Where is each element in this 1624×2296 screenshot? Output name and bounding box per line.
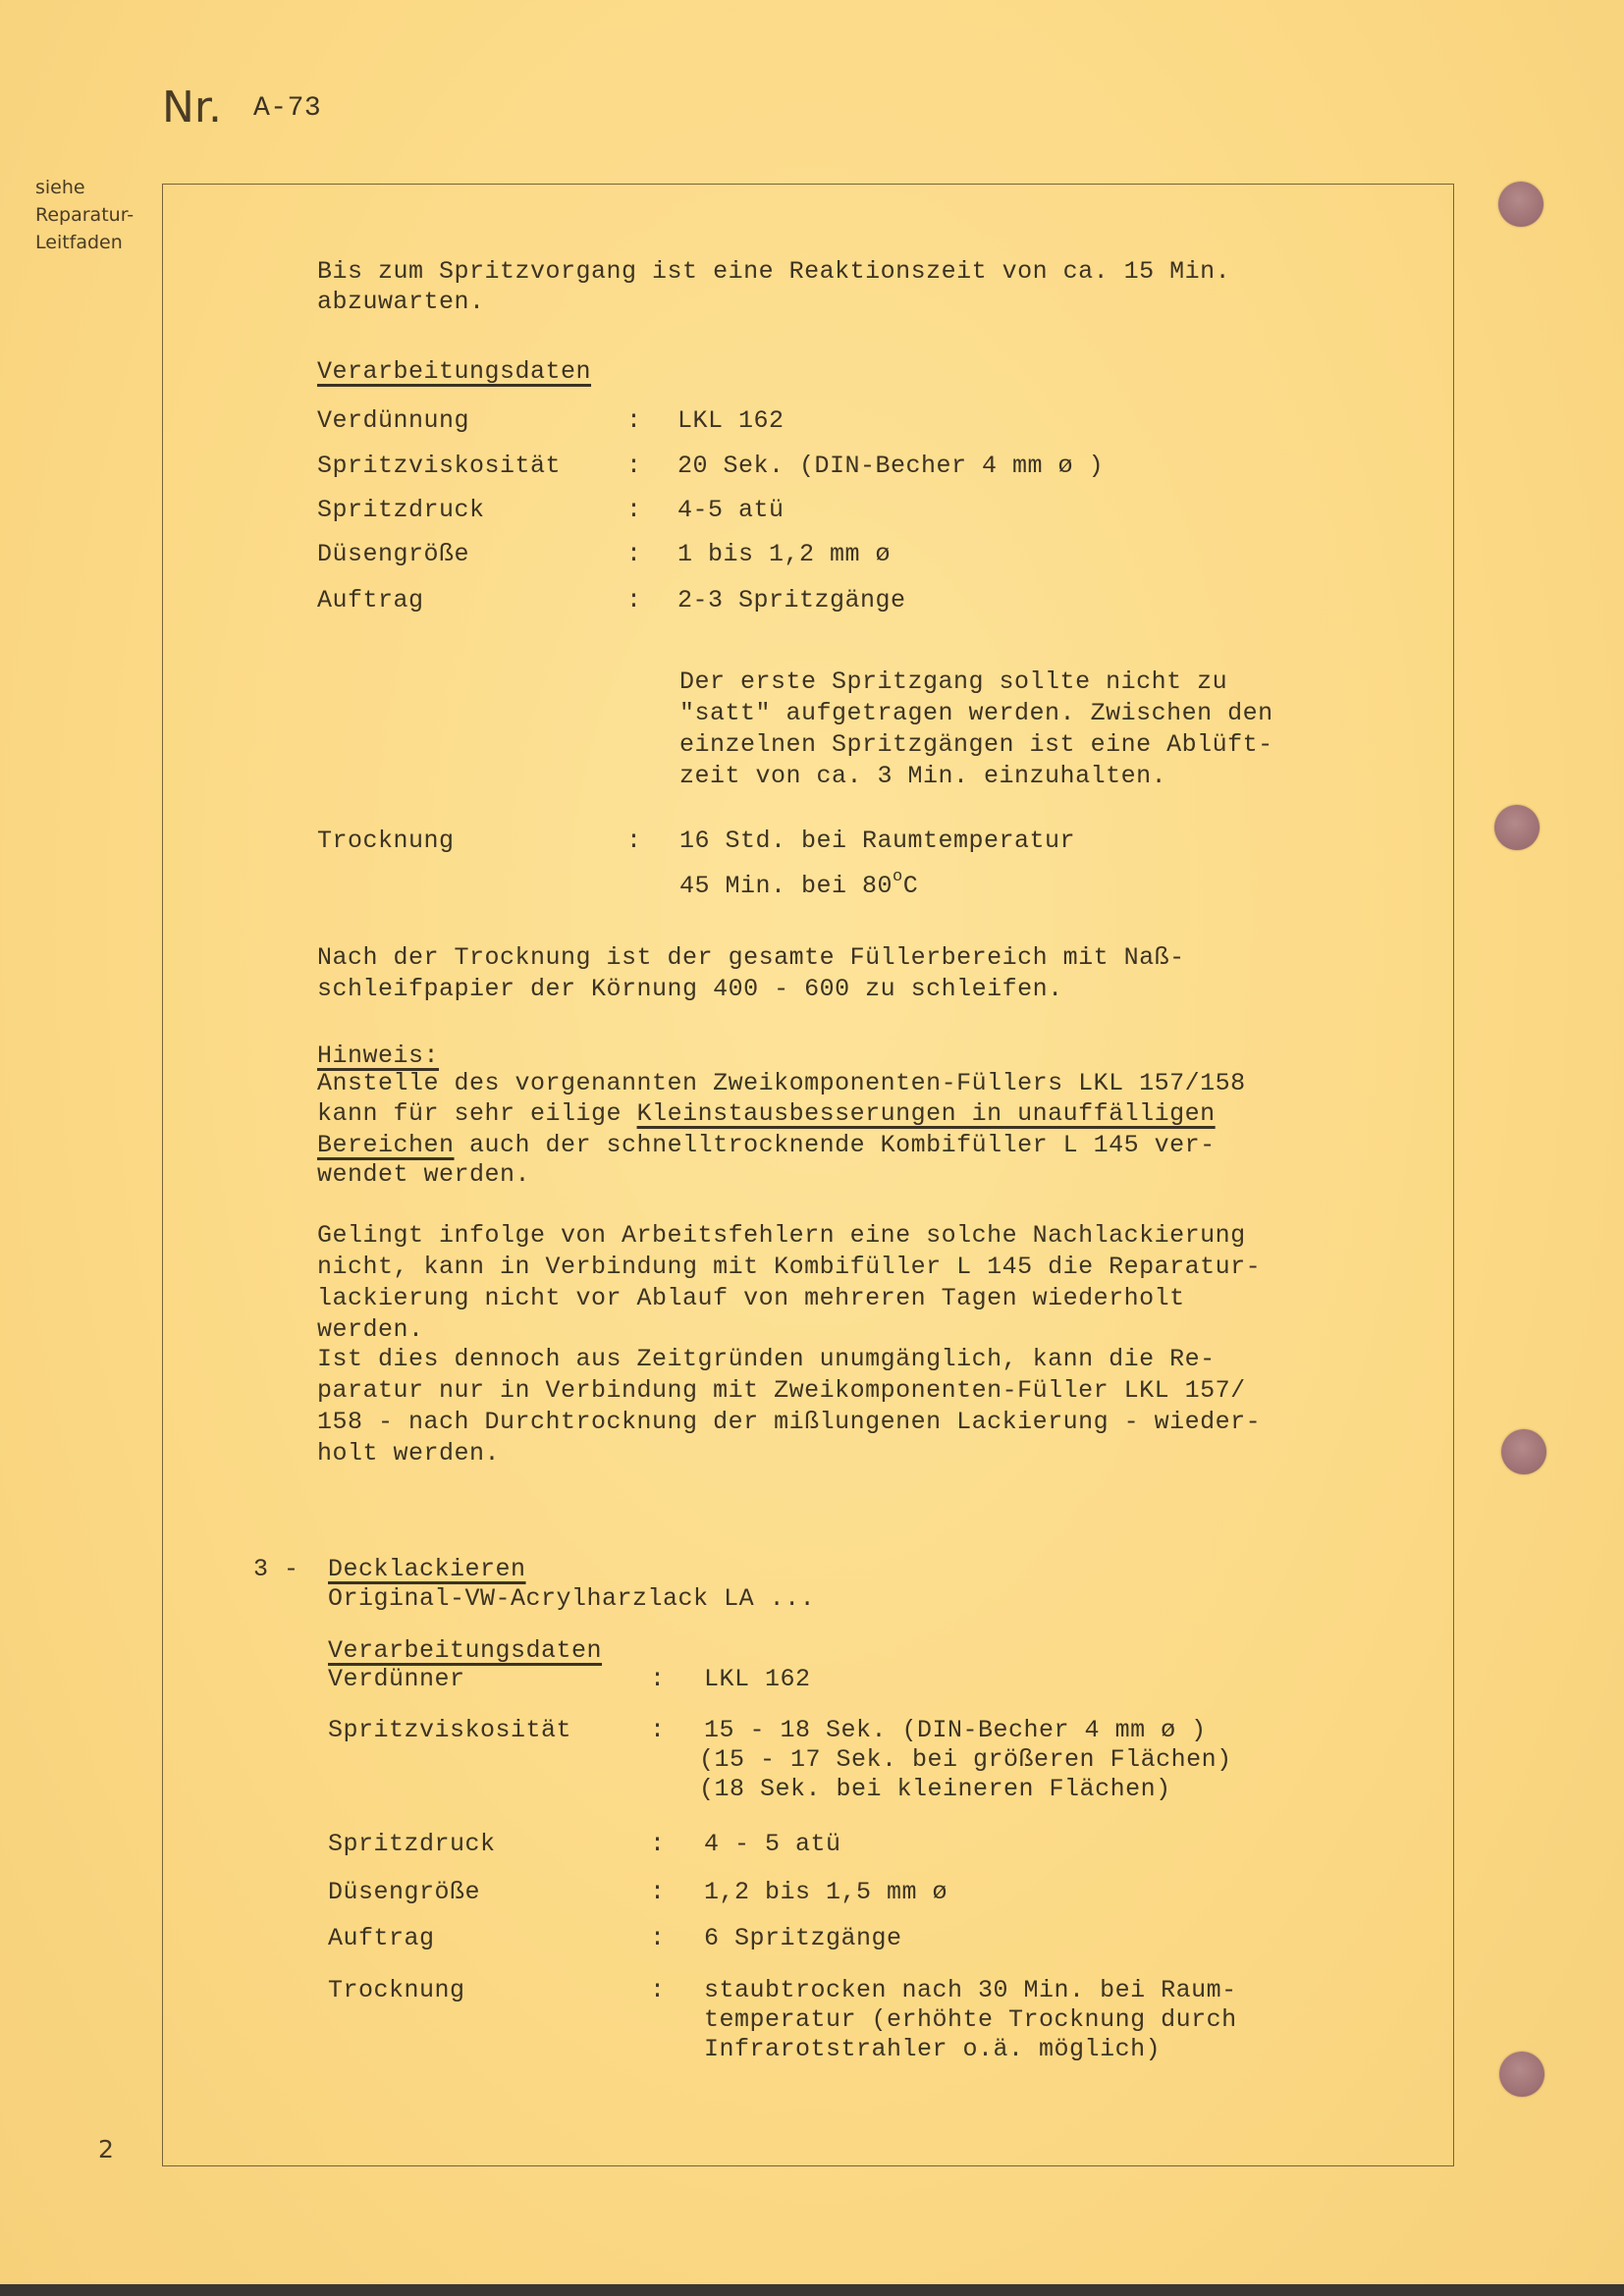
- hinweis-text: auch der schnelltrocknende Kombifüller L 145 ver-: [454, 1131, 1216, 1159]
- spec-label: Trocknung: [317, 827, 455, 855]
- spec-label: Düsengröße: [317, 540, 470, 568]
- auftrag-note-line: zeit von ca. 3 Min. einzuhalten.: [679, 762, 1167, 790]
- drying-detail: temperatur (erhöhte Trocknung durch: [704, 2005, 1237, 2034]
- spec-label: Auftrag: [328, 1924, 435, 1952]
- degree-symbol: o: [893, 868, 903, 886]
- failure-note-line: Ist dies dennoch aus Zeitgründen unumgänglich, kann die Re-: [317, 1345, 1216, 1373]
- viscosity-detail: (15 - 17 Sek. bei größeren Flächen): [699, 1745, 1232, 1774]
- section-title: Decklackieren: [328, 1555, 526, 1583]
- hinweis-line: [317, 1099, 1216, 1129]
- section-heading: Verarbeitungsdaten: [328, 1636, 603, 1665]
- spec-colon: :: [650, 1878, 666, 1906]
- sanding-line: schleifpapier der Körnung 400 - 600 zu schleifen.: [317, 975, 1063, 1003]
- spec-colon: :: [650, 1830, 666, 1858]
- spec-label: Spritzdruck: [317, 496, 485, 524]
- hinweis-line: wendet werden.: [317, 1160, 531, 1189]
- spec-colon: :: [626, 406, 642, 435]
- intro-line: abzuwarten.: [317, 288, 485, 316]
- spec-value: LKL 162: [677, 406, 785, 435]
- hinweis-text: kann für sehr eilige: [317, 1099, 637, 1128]
- scan-edge: [0, 2284, 1624, 2296]
- spec-value: staubtrocken nach 30 Min. bei Raum-: [704, 1976, 1237, 2004]
- spec-label: Trocknung: [328, 1976, 465, 2004]
- hinweis-emphasis: Kleinstausbesserungen in unauffälligen: [636, 1099, 1216, 1128]
- hinweis-heading: Hinweis:: [317, 1041, 440, 1070]
- failure-note-line: lackierung nicht vor Ablauf von mehreren Tagen wiederholt: [317, 1284, 1185, 1312]
- viscosity-detail: (18 Sek. bei kleineren Flächen): [699, 1775, 1171, 1803]
- spec-colon: :: [626, 452, 642, 480]
- punch-hole: [1498, 182, 1543, 227]
- failure-note-line: paratur nur in Verbindung mit Zweikomponenten-Füller LKL 157/: [317, 1376, 1246, 1405]
- punch-hole: [1499, 2052, 1544, 2097]
- punch-hole: [1501, 1429, 1546, 1474]
- spec-label: Spritzdruck: [328, 1830, 496, 1858]
- section-heading: Verarbeitungsdaten: [317, 357, 592, 386]
- spec-value: 1,2 bis 1,5 mm ø: [704, 1878, 948, 1906]
- failure-note-line: werden.: [317, 1315, 424, 1344]
- spec-label: Verdünnung: [317, 406, 470, 435]
- failure-note-line: holt werden.: [317, 1439, 501, 1468]
- auftrag-note-line: "satt" aufgetragen werden. Zwischen den: [679, 699, 1273, 727]
- spec-colon: :: [626, 827, 642, 855]
- document-number-value: A-73: [253, 93, 322, 124]
- failure-note-line: 158 - nach Durchtrocknung der mißlungenen Lackierung - wieder-: [317, 1408, 1262, 1436]
- margin-note-line: siehe: [35, 177, 85, 198]
- sanding-line: Nach der Trocknung ist der gesamte Füllerbereich mit Naß-: [317, 943, 1185, 972]
- page-number: 2: [98, 2135, 114, 2163]
- spec-value: 16 Std. bei Raumtemperatur: [679, 827, 1076, 855]
- spec-value: 4-5 atü: [677, 496, 785, 524]
- spec-colon: :: [650, 1665, 666, 1693]
- hinweis-line: Anstelle des vorgenannten Zweikomponenten-Füllers LKL 157/158: [317, 1069, 1246, 1097]
- drying-time-text: 45 Min. bei 80: [679, 872, 893, 900]
- spec-value: 20 Sek. (DIN-Becher 4 mm ø ): [677, 452, 1105, 480]
- spec-value: 2-3 Spritzgänge: [677, 586, 906, 614]
- auftrag-note-line: einzelnen Spritzgängen ist eine Ablüft-: [679, 730, 1273, 759]
- spec-colon: :: [650, 1976, 666, 2004]
- hinweis-line: [317, 1131, 1216, 1160]
- document-number-label: Nr.: [162, 82, 222, 133]
- spec-value: 4 - 5 atü: [704, 1830, 841, 1858]
- drying-detail: Infrarotstrahler o.ä. möglich): [704, 2035, 1162, 2063]
- spec-colon: :: [626, 586, 642, 614]
- failure-note-line: nicht, kann in Verbindung mit Kombifüller L 145 die Reparatur-: [317, 1253, 1262, 1281]
- hinweis-emphasis: Bereichen: [317, 1131, 455, 1159]
- auftrag-note-line: Der erste Spritzgang sollte nicht zu: [679, 667, 1228, 696]
- spec-colon: :: [650, 1716, 666, 1744]
- spec-value: 6 Spritzgänge: [704, 1924, 902, 1952]
- section-number: 3 -: [253, 1555, 299, 1583]
- spec-value: LKL 162: [704, 1665, 811, 1693]
- spec-value: 1 bis 1,2 mm ø: [677, 540, 892, 568]
- spec-label: Düsengröße: [328, 1878, 481, 1906]
- margin-note-line: Reparatur-: [35, 204, 135, 226]
- intro-line: Bis zum Spritzvorgang ist eine Reaktionszeit von ca. 15 Min.: [317, 257, 1231, 286]
- spec-label: Verdünner: [328, 1665, 465, 1693]
- margin-note-line: Leitfaden: [35, 232, 123, 253]
- failure-note-line: Gelingt infolge von Arbeitsfehlern eine solche Nachlackierung: [317, 1221, 1246, 1250]
- punch-hole: [1494, 805, 1540, 850]
- celsius-unit: C: [902, 872, 919, 900]
- spec-colon: :: [626, 496, 642, 524]
- spec-label: Spritzviskosität: [317, 452, 562, 480]
- product-name: Original-VW-Acrylharzlack LA ...: [328, 1584, 816, 1613]
- spec-value-cont: [679, 868, 919, 904]
- spec-colon: :: [626, 540, 642, 568]
- spec-colon: :: [650, 1924, 666, 1952]
- spec-label: Auftrag: [317, 586, 424, 614]
- spec-label: Spritzviskosität: [328, 1716, 572, 1744]
- spec-value: 15 - 18 Sek. (DIN-Becher 4 mm ø ): [704, 1716, 1207, 1744]
